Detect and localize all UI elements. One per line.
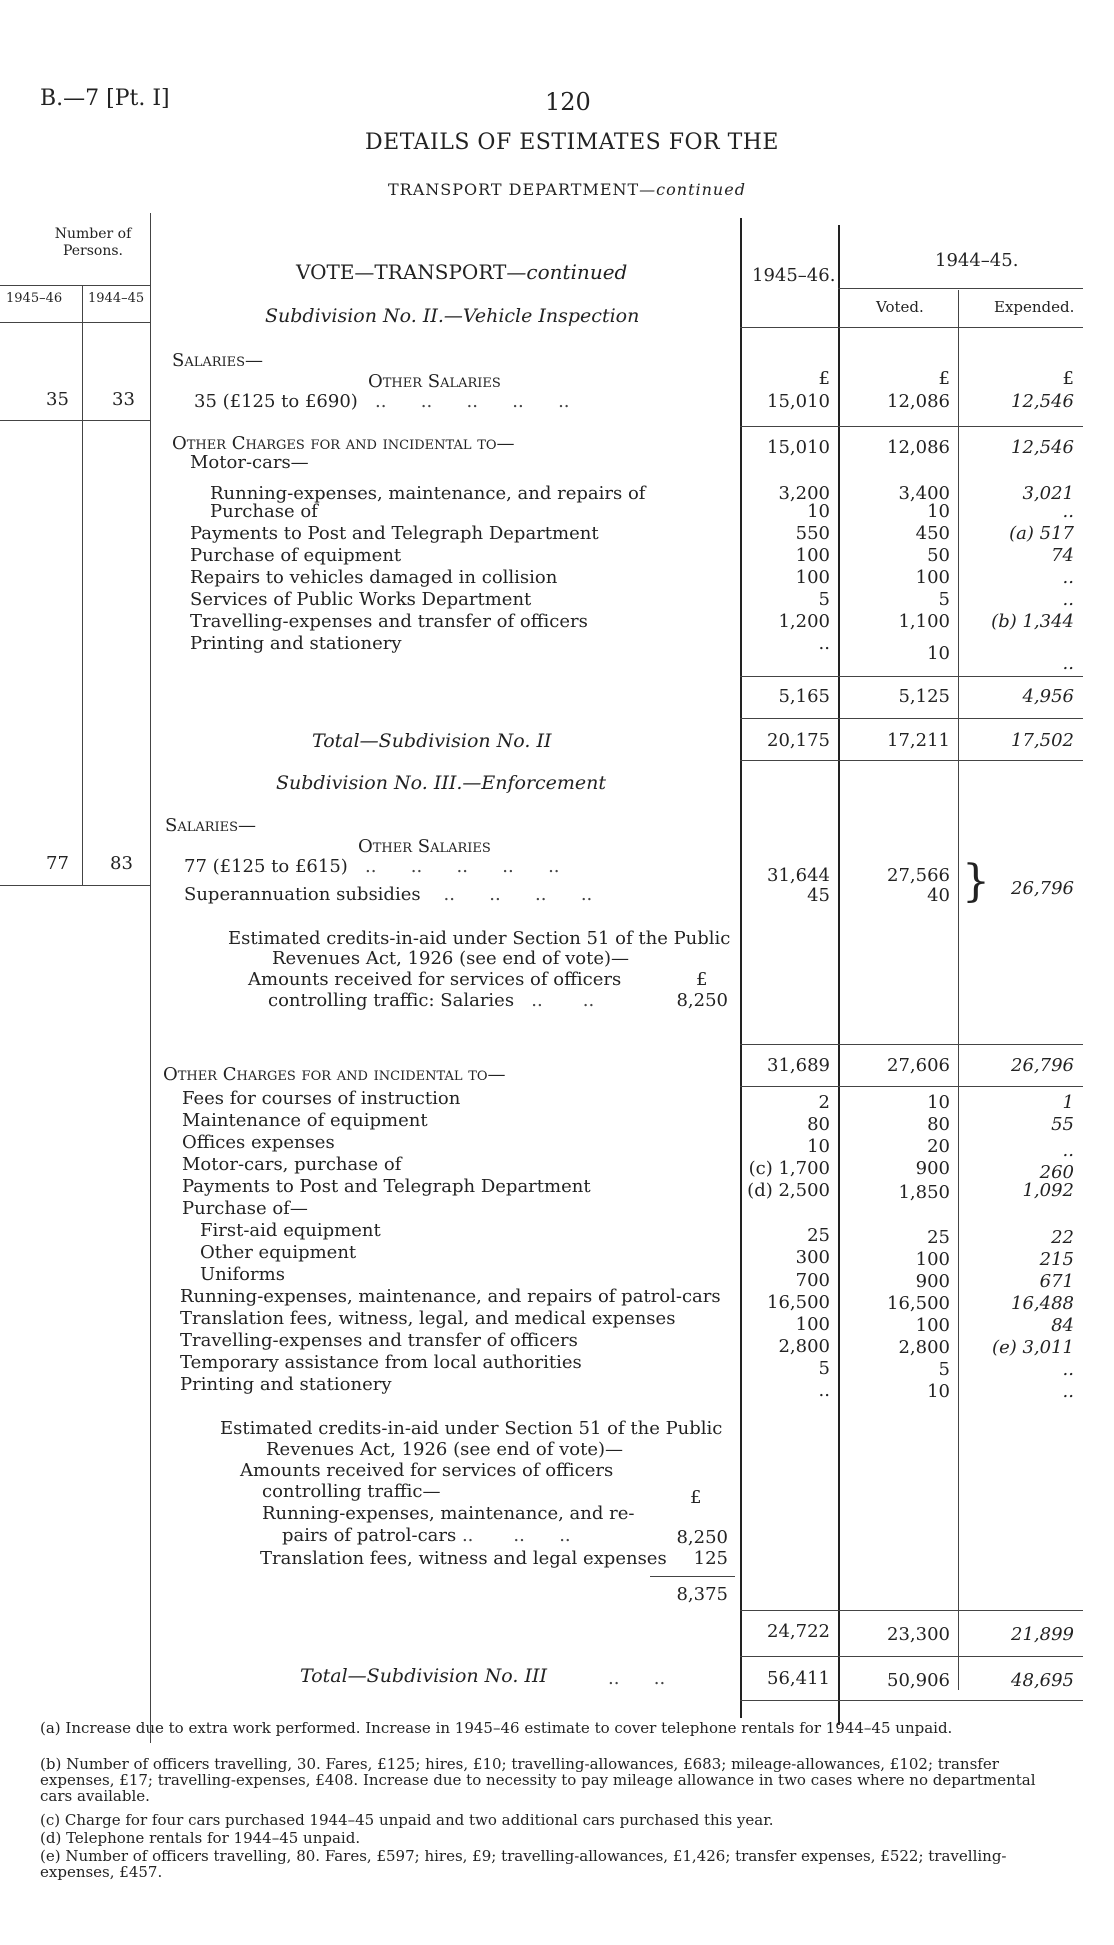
sub3-item-1945: 100 (795, 1314, 830, 1335)
persons-year-2: 1944–45 (88, 291, 145, 306)
sub3-item-voted: 900 (915, 1271, 950, 1292)
sub3-item-label: Translation fees, witness, legal, and medical expenses (180, 1308, 676, 1329)
sub2-sum-1945: 15,010 (767, 437, 830, 458)
sub3-item-voted: 2,800 (898, 1337, 950, 1358)
footnote-c: (c) Charge for four cars purchased 1944–45 unpaid and two additional cars purchased this year. (40, 1811, 774, 1829)
sub3-item-1945: (c) 1,700 (748, 1158, 830, 1179)
sub3-c2-4: controlling traffic— (262, 1481, 441, 1502)
sub2-item-exp: 3,021 (1022, 483, 1074, 504)
rule-sub2-total-bottom (740, 760, 1083, 761)
sub3-item-label: Other equipment (200, 1242, 357, 1263)
sub3-item-1945: 25 (807, 1225, 830, 1246)
sub3-c2-3: Amounts received for services of officers (240, 1460, 614, 1481)
sub2-item-exp: (b) 1,344 (991, 611, 1074, 632)
col-expended-header: Expended. (994, 298, 1075, 316)
sub3-persons-1945: 77 (46, 853, 69, 874)
sub3-credits-pound: £ (696, 969, 708, 990)
sub3-item-exp: .. (1062, 1359, 1074, 1380)
rule-sub3-oc-top (740, 1086, 1083, 1087)
sub3-super-voted: 40 (927, 885, 950, 906)
rule-persons-sub3 (0, 885, 150, 886)
sub3-credits-3: Amounts received for services of officers (248, 969, 622, 990)
sub2-persons-1944: 33 (112, 389, 135, 410)
footnote-b: (b) Number of officers travelling, 30. Fares, £125; hires, £10; travelling-allowances, £683; mileage-allowances, £102; transfer expenses, £17; travelling-expenses, £408. Increase due to necessity to pay mileage allowance in two cases where no departmental cars available. (40, 1755, 1036, 1805)
sub3-credits-1: Estimated credits-in-aid under Section 51 of the Public (228, 928, 731, 949)
sub3-oc-voted: 23,300 (887, 1624, 950, 1645)
sub3-item-voted: 80 (927, 1114, 950, 1135)
sub3-item-voted: 900 (915, 1158, 950, 1179)
sub3-salary-line: 77 (£125 to £615) .. .. .. .. .. (184, 856, 560, 877)
rule-left (150, 213, 151, 1743)
sub3-c2-2: Revenues Act, 1926 (see end of vote)— (266, 1439, 624, 1460)
sub3-heading: Subdivision No. III.—Enforcement (276, 772, 607, 794)
sub2-item-voted: 10 (927, 643, 950, 664)
rule-persons-sub2 (0, 420, 150, 421)
pound-exp: £ (1062, 368, 1074, 389)
col-voted-header: Voted. (876, 298, 924, 316)
sub3-super-1945: 45 (807, 885, 830, 906)
footnote-a: (a) Increase due to extra work performed. Increase in 1945–46 estimate to cover telephone rentals for 1944–45 unpaid. (40, 1719, 953, 1737)
sub2-sum-voted: 12,086 (887, 437, 950, 458)
sub3-item-label: Uniforms (200, 1264, 285, 1285)
sub2-item-voted: 1,100 (898, 611, 950, 632)
sub3-credits-amt: 8,250 (676, 990, 728, 1011)
sub3-item-label: Offices expenses (182, 1132, 335, 1153)
sub3-purchase-of: Purchase of— (182, 1198, 308, 1219)
sub3-item-1945: 2 (818, 1092, 830, 1113)
sub2-item-1945: 1,200 (778, 611, 830, 632)
sub3-item-1945: 2,800 (778, 1336, 830, 1357)
sub2-oc-1945: 5,165 (778, 686, 830, 707)
sub2-item-voted: 450 (915, 523, 950, 544)
sub3-c2-total: 8,375 (676, 1584, 728, 1605)
rule-sub2-oc (740, 676, 1083, 677)
sub2-item-exp: .. (1062, 653, 1074, 674)
rule-persons-sub (0, 322, 150, 323)
sub3-item-voted: 10 (927, 1381, 950, 1402)
rule-persons-mid (82, 285, 83, 885)
sub3-credits-4: controlling traffic: Salaries .. .. (268, 990, 595, 1011)
sub3-total-label: Total—Subdivision No. III (300, 1665, 548, 1687)
sub3-sum-voted: 27,606 (887, 1055, 950, 1076)
sub2-item-label: Travelling-expenses and transfer of officers (190, 611, 588, 632)
sub2-heading: Subdivision No. II.—Vehicle Inspection (265, 305, 640, 327)
sub3-item-voted: 5 (938, 1359, 950, 1380)
sub2-item-1945: 550 (795, 523, 830, 544)
rule-sub3-total-bottom (740, 1700, 1083, 1701)
col-1945-header: 1945–46. (752, 265, 836, 286)
sub3-item-voted: 1,850 (898, 1182, 950, 1203)
rule-head-bottom (740, 327, 1083, 328)
sub2-item-voted: 10 (927, 501, 950, 522)
sub2-other-salaries: Other Salaries (368, 371, 501, 392)
sub3-c2-7: Translation fees, witness and legal expenses (260, 1548, 667, 1569)
sub3-item-label: Travelling-expenses and transfer of officers (180, 1330, 578, 1351)
sub2-item-voted: 50 (927, 545, 950, 566)
sub3-sal-1945: 31,644 (767, 865, 830, 886)
sub3-sum-1945: 31,689 (767, 1055, 830, 1076)
sub3-item-exp: 215 (1039, 1249, 1074, 1270)
sub2-item-label: Purchase of equipment (190, 545, 402, 566)
sub3-item-label: Temporary assistance from local authorities (180, 1352, 582, 1373)
sub2-total-exp: 17,502 (1011, 730, 1074, 751)
sub2-item-exp: .. (1062, 589, 1074, 610)
sub3-c2-7-amt: 125 (693, 1548, 728, 1569)
sub3-credits-2: Revenues Act, 1926 (see end of vote)— (272, 948, 630, 969)
sub3-oc-exp: 21,899 (1011, 1624, 1074, 1645)
sub3-item-exp: 55 (1051, 1114, 1074, 1135)
sub3-item-exp: .. (1062, 1381, 1074, 1402)
sub2-total-voted: 17,211 (887, 730, 950, 751)
sub3-item-1945: 80 (807, 1114, 830, 1135)
sub2-total-1945: 20,175 (767, 730, 830, 751)
sub3-persons-1944: 83 (110, 853, 133, 874)
sub3-item-exp: 1,092 (1022, 1180, 1074, 1201)
sub3-item-voted: 25 (927, 1227, 950, 1248)
sub3-item-exp: 671 (1039, 1271, 1074, 1292)
sub3-total-leader: .. .. (608, 1668, 666, 1689)
footnote-e: (e) Number of officers travelling, 80. Fares, £597; hires, £9; travelling-allowances, £1,426; transfer expenses, £522; travelling-expenses, £457. (40, 1847, 1007, 1881)
sub3-item-1945: 5 (818, 1358, 830, 1379)
rule-sub3-sal (740, 1044, 1083, 1045)
col-1944-header: 1944–45. (935, 250, 1019, 271)
sub3-item-label: Payments to Post and Telegraph Department (182, 1176, 591, 1197)
sub2-item-exp: .. (1062, 567, 1074, 588)
rule-sub2-total-top (740, 718, 1083, 719)
rule-sub3-total-top (740, 1656, 1083, 1657)
sub3-sum-exp: 26,796 (1011, 1055, 1074, 1076)
sub3-item-label: First-aid equipment (200, 1220, 381, 1241)
page-ref: B.—7 [Pt. I] (40, 86, 170, 111)
sub3-item-label: Motor-cars, purchase of (182, 1154, 402, 1175)
sub3-total-voted: 50,906 (887, 1670, 950, 1691)
sub3-item-exp: 260 (1039, 1162, 1074, 1183)
sub3-item-exp: 1 (1062, 1092, 1074, 1113)
sub2-item-1945: 5 (818, 589, 830, 610)
sub3-total-exp: 48,695 (1011, 1670, 1074, 1691)
rule-exp (958, 290, 959, 1690)
sub3-other-salaries: Other Salaries (358, 836, 491, 857)
sub2-sal-1945: 15,010 (767, 391, 830, 412)
sub3-item-voted: 16,500 (887, 1293, 950, 1314)
sub2-item-label: Payments to Post and Telegraph Department (190, 523, 599, 544)
sub2-item-label: Printing and stationery (190, 633, 402, 654)
sub3-item-label: Running-expenses, maintenance, and repairs of patrol-cars (180, 1286, 721, 1307)
sub3-item-1945: 16,500 (767, 1292, 830, 1313)
sub2-item-label: Purchase of (210, 501, 318, 522)
sub3-item-exp: (e) 3,011 (992, 1337, 1074, 1358)
sub3-item-label: Maintenance of equipment (182, 1110, 428, 1131)
rule-1944-sub (838, 288, 1083, 289)
sub2-item-voted: 5 (938, 589, 950, 610)
sub2-item-1945: 100 (795, 545, 830, 566)
sub2-item-voted: 100 (915, 567, 950, 588)
sub2-oc-exp: 4,956 (1022, 686, 1074, 707)
sub2-sal-voted: 12,086 (887, 391, 950, 412)
sub3-c2-5: Running-expenses, maintenance, and re- (262, 1503, 635, 1524)
sub3-c2-6-amt: 8,250 (676, 1527, 728, 1548)
sub3-item-1945: 700 (795, 1270, 830, 1291)
sub2-total-label: Total—Subdivision No. II (312, 730, 552, 752)
sub3-item-voted: 100 (915, 1249, 950, 1270)
sub3-other-charges: Other Charges for and incidental to— (163, 1064, 506, 1085)
sub3-item-label: Printing and stationery (180, 1374, 392, 1395)
sub2-item-1945: .. (818, 633, 830, 654)
sub2-salary-line: 35 (£125 to £690) .. .. .. .. .. (194, 391, 570, 412)
sub2-item-exp: 74 (1051, 545, 1074, 566)
sub3-item-label: Fees for courses of instruction (182, 1088, 461, 1109)
persons-year-1: 1945–46 (6, 291, 63, 306)
sub2-salaries: Salaries— (172, 350, 264, 371)
sub2-item-1945: 3,200 (778, 483, 830, 504)
sub3-total-1945: 56,411 (767, 1668, 830, 1689)
sub2-other-charges: Other Charges for and incidental to— (172, 433, 515, 454)
sub3-c2-6: pairs of patrol-cars .. .. .. (282, 1525, 571, 1546)
sub2-item-exp: (a) 517 (1009, 523, 1074, 544)
sub3-item-voted: 10 (927, 1092, 950, 1113)
sub3-salaries: Salaries— (165, 815, 257, 836)
rule-persons-top (0, 285, 150, 286)
sub2-item-label: Running-expenses, maintenance, and repairs of (210, 483, 646, 504)
sub3-item-1945: (d) 2,500 (747, 1180, 830, 1201)
page-subtitle: TRANSPORT DEPARTMENT—continued (388, 180, 746, 199)
pound-1945: £ (818, 368, 830, 389)
sub3-item-1945: 10 (807, 1136, 830, 1157)
rule-sub2-sal (740, 426, 1083, 427)
brace-icon: } (962, 856, 990, 907)
page-title: DETAILS OF ESTIMATES FOR THE (365, 130, 779, 155)
sub2-item-exp: .. (1062, 501, 1074, 522)
sub2-item-label: Services of Public Works Department (190, 589, 532, 610)
sub2-motor-cars: Motor-cars— (190, 452, 309, 473)
sub3-c2-1: Estimated credits-in-aid under Section 51 of the Public (220, 1418, 723, 1439)
sub2-item-1945: 100 (795, 567, 830, 588)
sub2-oc-voted: 5,125 (898, 686, 950, 707)
sub3-super-line: Superannuation subsidies .. .. .. .. (184, 884, 593, 905)
sub2-item-label: Repairs to vehicles damaged in collision (190, 567, 558, 588)
rule-sub3-oc (740, 1610, 1083, 1611)
sub2-item-1945: 10 (807, 501, 830, 522)
sub2-sal-exp: 12,546 (1011, 391, 1074, 412)
sub3-item-exp: 22 (1051, 1227, 1074, 1248)
vote-title: VOTE—TRANSPORT—continued (296, 260, 628, 284)
sub3-sal-voted: 27,566 (887, 865, 950, 886)
sub3-oc-1945: 24,722 (767, 1621, 830, 1642)
sub3-c2-pound: £ (690, 1487, 702, 1508)
sub2-item-voted: 3,400 (898, 483, 950, 504)
page-number: 120 (545, 88, 591, 116)
sub3-item-exp: 84 (1051, 1315, 1074, 1336)
sub3-item-exp: .. (1062, 1140, 1074, 1161)
sub2-persons-1945: 35 (46, 389, 69, 410)
sub3-item-1945: .. (818, 1380, 830, 1401)
rule-c2-total (650, 1576, 735, 1577)
sub3-item-1945: 300 (795, 1247, 830, 1268)
sub3-item-voted: 20 (927, 1136, 950, 1157)
footnote-d: (d) Telephone rentals for 1944–45 unpaid. (40, 1829, 361, 1847)
sub2-sum-exp: 12,546 (1011, 437, 1074, 458)
sub3-sal-exp: 26,796 (1011, 878, 1074, 899)
persons-header: Number of Persons. (54, 226, 132, 259)
pound-voted: £ (938, 368, 950, 389)
sub3-item-exp: 16,488 (1011, 1293, 1074, 1314)
sub3-item-voted: 100 (915, 1315, 950, 1336)
